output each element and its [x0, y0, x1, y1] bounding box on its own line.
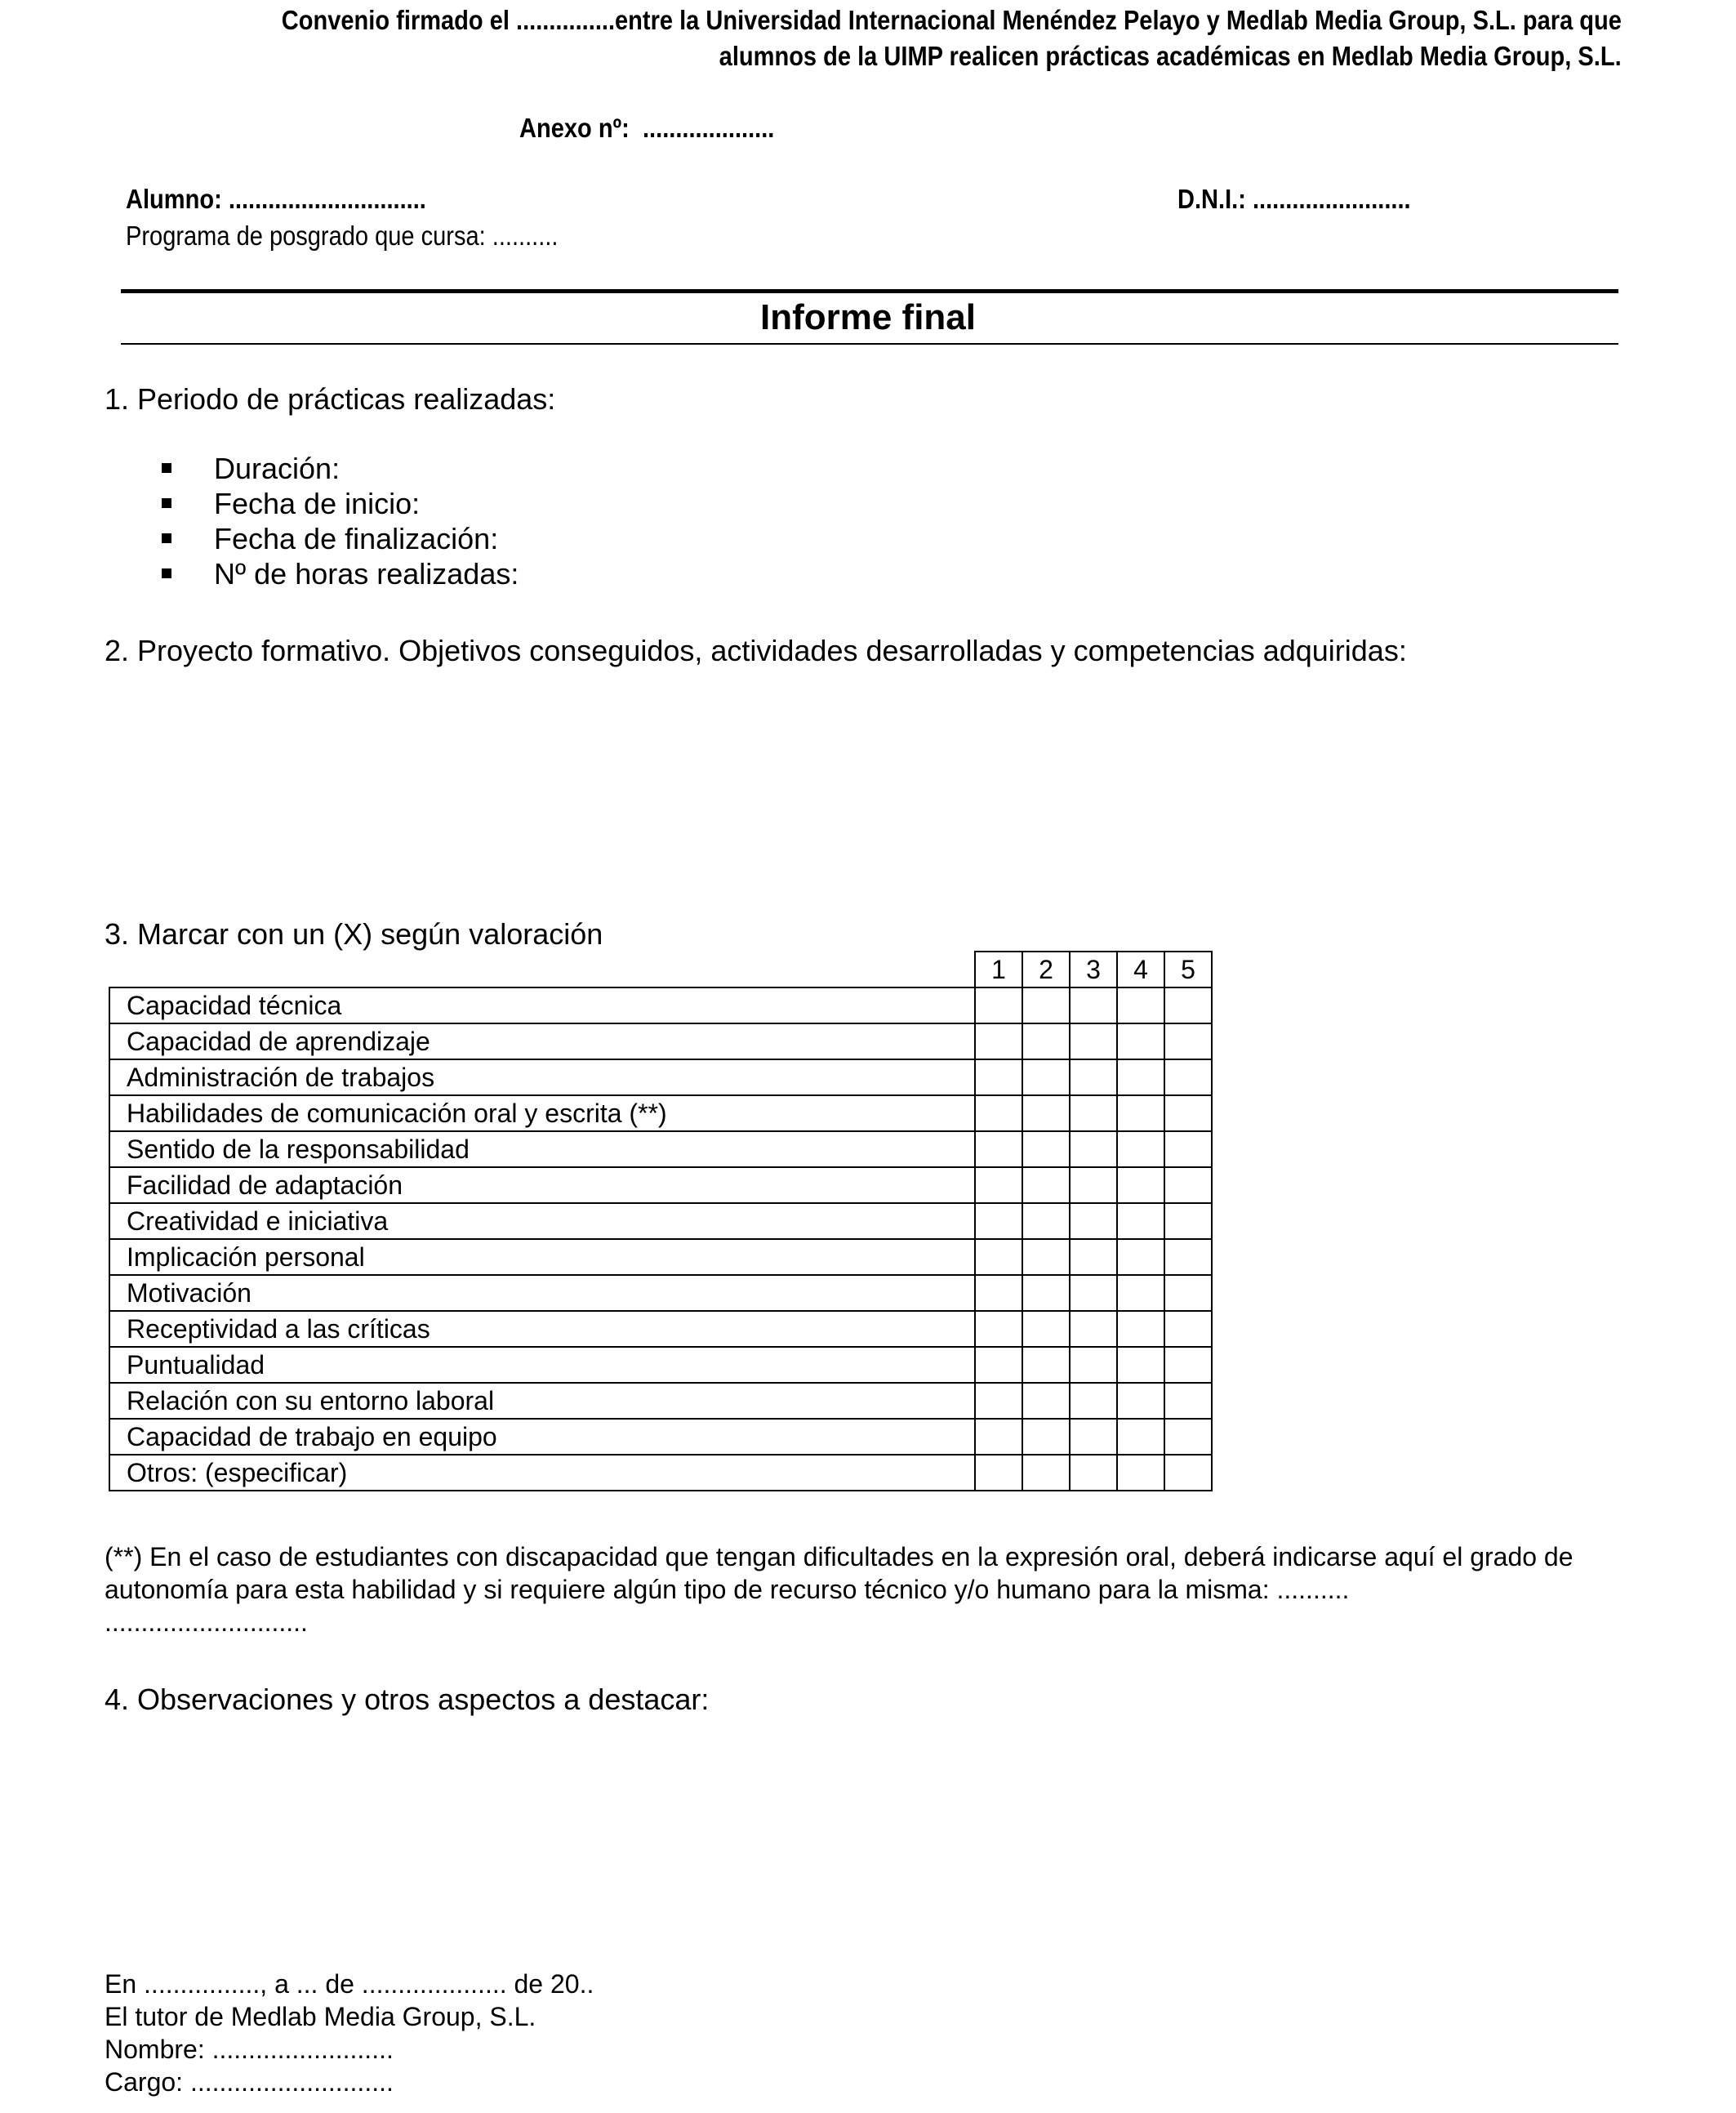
section-2-heading: 2. Proyecto formativo. Objetivos conseguidos, actividades desarrolladas y competencias adquiridas: [105, 634, 1407, 667]
rating-cell-1[interactable] [975, 1167, 1022, 1203]
rating-cell-4[interactable] [1117, 1311, 1164, 1347]
criterion-label: Receptividad a las críticas [109, 1311, 975, 1347]
rating-table [109, 951, 1213, 1491]
criterion-label: Relación con su entorno laboral [109, 1383, 975, 1419]
rating-cell-1[interactable] [975, 1347, 1022, 1383]
rating-cell-2[interactable] [1022, 1023, 1070, 1059]
list-item: Nº de horas realizadas: [162, 556, 519, 591]
rating-cell-3[interactable] [1070, 1131, 1117, 1167]
scale-4: 4 [1117, 952, 1164, 987]
student-label: Alumno: [126, 184, 222, 214]
criterion-label: Habilidades de comunicación oral y escrita (**) [109, 1095, 975, 1131]
agreement-header-line-1: Convenio firmado el ...............entre la Universidad Internacional Menéndez Pelayo y Medlab Media Group, S.L. para que [281, 5, 1622, 35]
rating-cell-1[interactable] [975, 987, 1022, 1023]
footer-name: Nombre: ......................... [105, 2035, 394, 2064]
rating-cell-5[interactable] [1164, 1203, 1212, 1239]
note-text: (**) En el caso de estudiantes con discapacidad que tengan dificultades en la expresión oral, deberá indicarse aquí el grado de autonomía para esta habilidad y si requiere algún tipo de recurso técnico y/o humano para la misma: .......... [105, 1542, 1574, 1604]
rating-cell-5[interactable] [1164, 1419, 1212, 1455]
dni-label: D.N.I.: [1177, 184, 1246, 214]
rating-cell-1[interactable] [975, 1023, 1022, 1059]
rating-cell-2[interactable] [1022, 1239, 1070, 1275]
rating-cell-2[interactable] [1022, 1059, 1070, 1095]
rating-cell-2[interactable] [1022, 1455, 1070, 1491]
rating-cell-2[interactable] [1022, 987, 1070, 1023]
dni-field [1177, 184, 1411, 215]
rating-cell-1[interactable] [975, 1131, 1022, 1167]
rating-cell-1[interactable] [975, 1275, 1022, 1311]
rating-cell-4[interactable] [1117, 1239, 1164, 1275]
rating-cell-5[interactable] [1164, 987, 1212, 1023]
rating-cell-2[interactable] [1022, 1275, 1070, 1311]
rating-cell-5[interactable] [1164, 1239, 1212, 1275]
rating-cell-5[interactable] [1164, 1131, 1212, 1167]
table-row [109, 1239, 1212, 1275]
rating-cell-4[interactable] [1117, 1347, 1164, 1383]
rating-cell-5[interactable] [1164, 1311, 1212, 1347]
table-row [109, 1347, 1212, 1383]
accessibility-note [105, 1540, 1623, 1638]
bullet-square-icon [162, 533, 171, 543]
rating-cell-2[interactable] [1022, 1347, 1070, 1383]
rating-cell-2[interactable] [1022, 1167, 1070, 1203]
rating-cell-5[interactable] [1164, 1167, 1212, 1203]
student-value: .............................. [228, 184, 426, 214]
criterion-label: Administración de trabajos [109, 1059, 975, 1095]
rating-cell-4[interactable] [1117, 1419, 1164, 1455]
rating-cell-4[interactable] [1117, 1383, 1164, 1419]
rating-cell-3[interactable] [1070, 1311, 1117, 1347]
bullet-square-icon [162, 498, 171, 508]
criterion-label: Sentido de la responsabilidad [109, 1131, 975, 1167]
annex-value: .................... [642, 113, 775, 143]
rating-cell-3[interactable] [1070, 1239, 1117, 1275]
title-rule-top [121, 289, 1618, 293]
rating-cell-5[interactable] [1164, 1455, 1212, 1491]
rating-cell-3[interactable] [1070, 1383, 1117, 1419]
rating-cell-5[interactable] [1164, 1059, 1212, 1095]
rating-cell-1[interactable] [975, 1383, 1022, 1419]
annex-label: Anexo nº: [519, 113, 630, 143]
table-row [109, 1023, 1212, 1059]
rating-cell-3[interactable] [1070, 1347, 1117, 1383]
table-row [109, 1383, 1212, 1419]
rating-cell-2[interactable] [1022, 1419, 1070, 1455]
section-1-heading: 1. Periodo de prácticas realizadas: [105, 382, 556, 416]
bullet-square-icon [162, 568, 171, 578]
criterion-label: Capacidad técnica [109, 987, 975, 1023]
list-item: Duración: [162, 451, 519, 486]
rating-cell-4[interactable] [1117, 1023, 1164, 1059]
bullet-square-icon [162, 463, 171, 473]
rating-cell-3[interactable] [1070, 1275, 1117, 1311]
criterion-label: Otros: (especificar) [109, 1455, 975, 1491]
table-row [109, 1275, 1212, 1311]
rating-cell-4[interactable] [1117, 1131, 1164, 1167]
table-row [109, 1311, 1212, 1347]
scale-3: 3 [1070, 952, 1117, 987]
table-row [109, 1167, 1212, 1203]
title-rule-bottom [121, 343, 1618, 345]
rating-cell-4[interactable] [1117, 1455, 1164, 1491]
rating-cell-3[interactable] [1070, 1419, 1117, 1455]
table-row [109, 1203, 1212, 1239]
rating-cell-3[interactable] [1070, 1059, 1117, 1095]
rating-cell-3[interactable] [1070, 987, 1117, 1023]
table-row [109, 1095, 1212, 1131]
student-field [126, 184, 426, 215]
rating-cell-3[interactable] [1070, 1095, 1117, 1131]
section-3-heading: 3. Marcar con un (X) según valoración [105, 917, 603, 951]
rating-cell-3[interactable] [1070, 1023, 1117, 1059]
table-row [109, 1455, 1212, 1491]
rating-cell-1[interactable] [975, 1311, 1022, 1347]
footer-place-date: En ................, a ... de .................... de 20.. [105, 1969, 594, 1999]
criterion-label: Implicación personal [109, 1239, 975, 1275]
rating-cell-5[interactable] [1164, 1347, 1212, 1383]
rating-cell-2[interactable] [1022, 1383, 1070, 1419]
criterion-label: Puntualidad [109, 1347, 975, 1383]
rating-cell-1[interactable] [975, 1239, 1022, 1275]
table-row [109, 1131, 1212, 1167]
rating-cell-1[interactable] [975, 1203, 1022, 1239]
criterion-label: Facilidad de adaptación [109, 1167, 975, 1203]
rating-cell-4[interactable] [1117, 1095, 1164, 1131]
rating-cell-1[interactable] [975, 1095, 1022, 1131]
rating-cell-5[interactable] [1164, 1023, 1212, 1059]
rating-cell-1[interactable] [975, 1419, 1022, 1455]
rating-cell-3[interactable] [1070, 1203, 1117, 1239]
annex-field [519, 113, 774, 144]
report-title: Informe final [759, 297, 977, 337]
agreement-header-line-2: alumnos de la UIMP realicen prácticas académicas en Medlab Media Group, S.L. [719, 41, 1622, 71]
rating-cell-4[interactable] [1117, 987, 1164, 1023]
rating-cell-3[interactable] [1070, 1455, 1117, 1491]
criterion-label: Capacidad de aprendizaje [109, 1023, 975, 1059]
rating-cell-2[interactable] [1022, 1311, 1070, 1347]
program-field: Programa de posgrado que cursa: .......... [126, 221, 559, 251]
table-row [109, 1059, 1212, 1095]
rating-cell-1[interactable] [975, 1455, 1022, 1491]
rating-cell-1[interactable] [975, 1059, 1022, 1095]
table-row [109, 987, 1212, 1023]
rating-cell-2[interactable] [1022, 1095, 1070, 1131]
period-list [162, 451, 519, 591]
dni-value: ........................ [1252, 184, 1411, 214]
rating-cell-4[interactable] [1117, 1203, 1164, 1239]
table-row [109, 1419, 1212, 1455]
rating-cell-5[interactable] [1164, 1095, 1212, 1131]
criterion-label: Capacidad de trabajo en equipo [109, 1419, 975, 1455]
rating-cell-4[interactable] [1117, 1059, 1164, 1095]
rating-cell-5[interactable] [1164, 1383, 1212, 1419]
note-dots: ............................ [105, 1607, 308, 1637]
scale-2: 2 [1022, 952, 1070, 987]
section-4-heading: 4. Observaciones y otros aspectos a destacar: [105, 1683, 710, 1716]
scale-1: 1 [975, 952, 1022, 987]
rating-cell-4[interactable] [1117, 1167, 1164, 1203]
rating-cell-5[interactable] [1164, 1275, 1212, 1311]
scale-5: 5 [1164, 952, 1212, 987]
criterion-label: Motivación [109, 1275, 975, 1311]
rating-scale-row [109, 952, 1212, 987]
rating-cell-3[interactable] [1070, 1167, 1117, 1203]
rating-cell-2[interactable] [1022, 1203, 1070, 1239]
rating-cell-4[interactable] [1117, 1275, 1164, 1311]
rating-cell-2[interactable] [1022, 1131, 1070, 1167]
criterion-label: Creatividad e iniciativa [109, 1203, 975, 1239]
footer-position: Cargo: ............................ [105, 2067, 394, 2097]
list-item: Fecha de finalización: [162, 521, 519, 556]
footer-tutor: El tutor de Medlab Media Group, S.L. [105, 2002, 536, 2031]
list-item: Fecha de inicio: [162, 486, 519, 521]
